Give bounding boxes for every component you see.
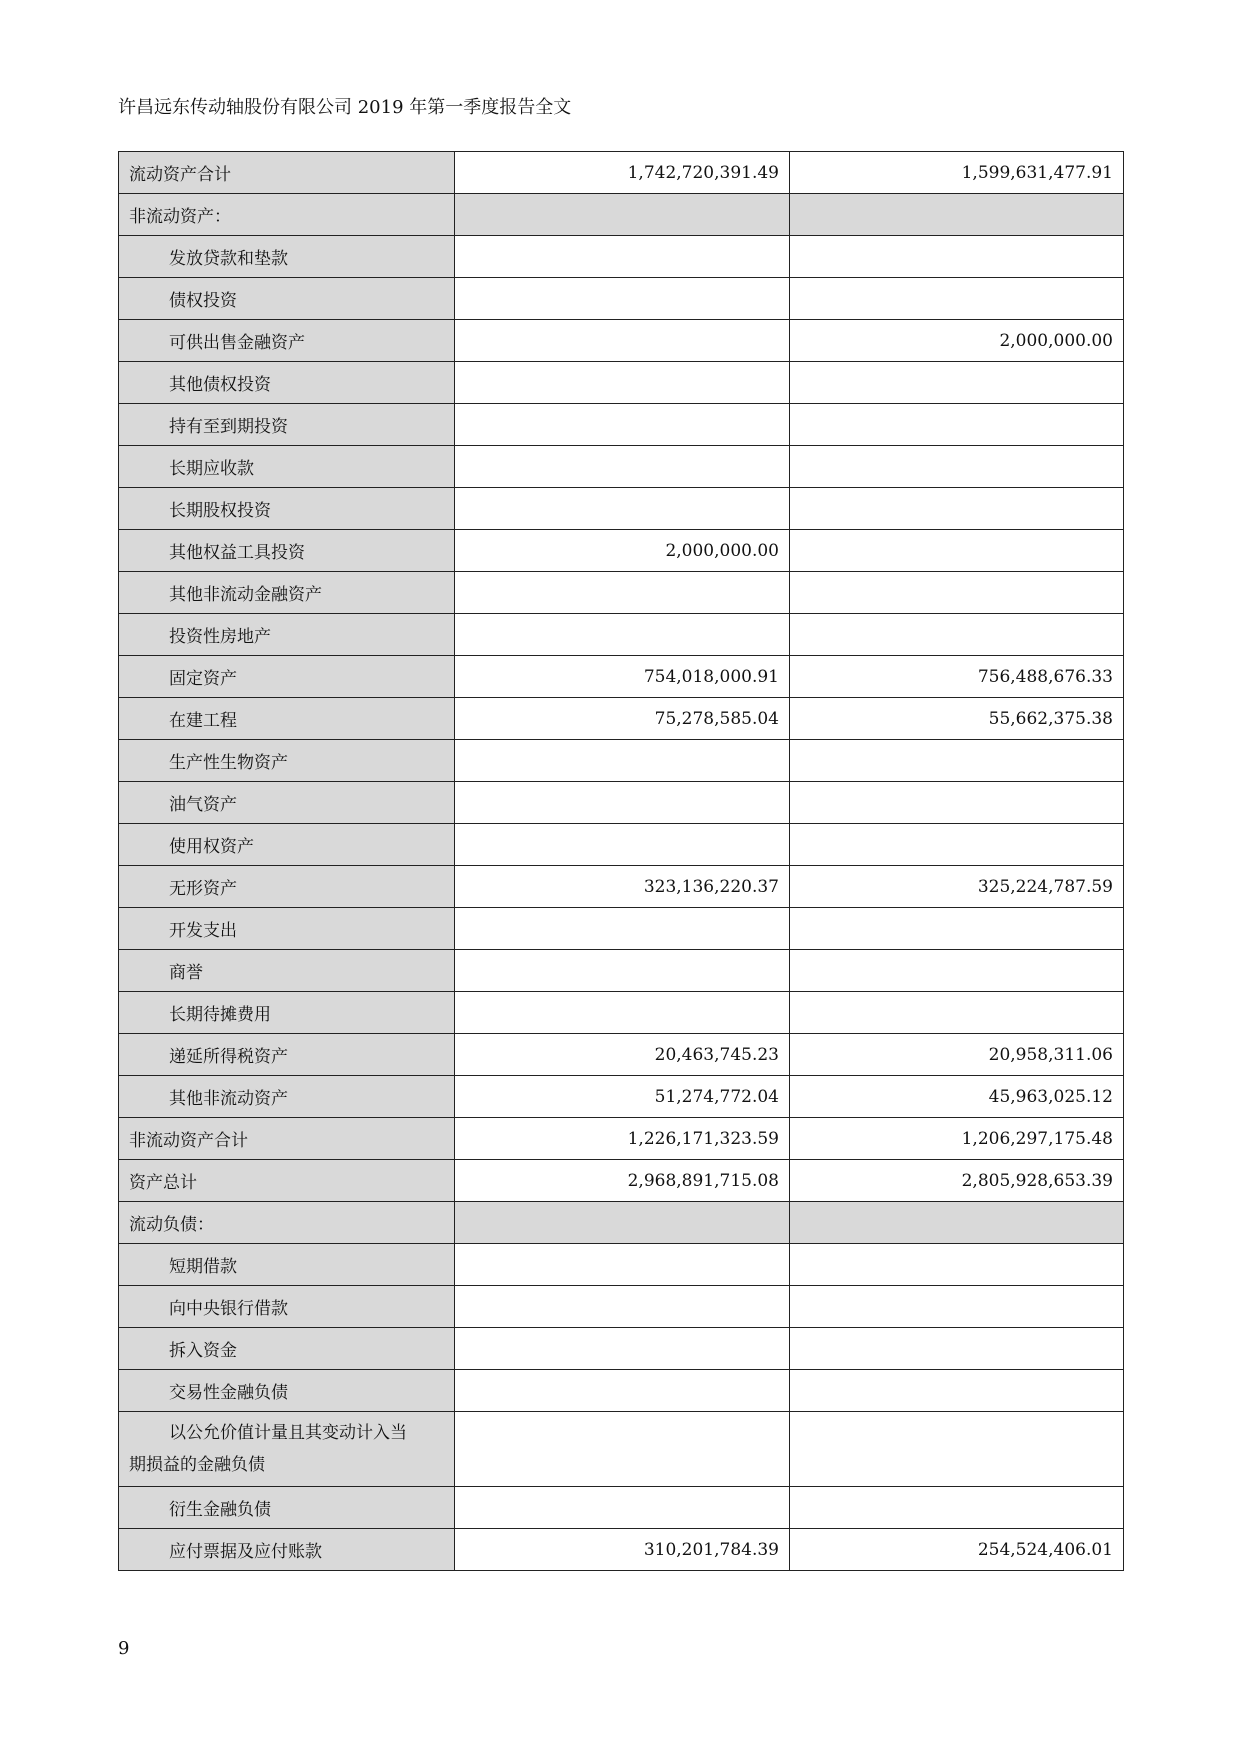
table-row — [119, 362, 1124, 404]
value-period-end — [455, 446, 790, 488]
row-label: 其他债权投资 — [119, 362, 455, 404]
table-row — [119, 320, 1124, 362]
value-prior-year-end: 254,524,406.01 — [790, 1529, 1124, 1571]
row-label: 长期应收款 — [119, 446, 455, 488]
value-prior-year-end — [790, 908, 1124, 950]
table-row — [119, 1328, 1124, 1370]
row-label: 商誉 — [119, 950, 455, 992]
table-row — [119, 1034, 1124, 1076]
table-row — [119, 530, 1124, 572]
row-label: 流动负债： — [119, 1202, 455, 1244]
row-label: 债权投资 — [119, 278, 455, 320]
value-period-end — [455, 908, 790, 950]
value-prior-year-end: 1,599,631,477.91 — [790, 152, 1124, 194]
table-row — [119, 1076, 1124, 1118]
page-header: 许昌远东传动轴股份有限公司 2019 年第一季度报告全文 — [118, 97, 572, 118]
table-row — [119, 1529, 1124, 1571]
table-row — [119, 1487, 1124, 1529]
value-period-end: 310,201,784.39 — [455, 1529, 790, 1571]
row-label-line2: 期损益的金融负债 — [129, 1455, 265, 1475]
table-row — [119, 488, 1124, 530]
value-period-end: 75,278,585.04 — [455, 698, 790, 740]
row-label: 投资性房地产 — [119, 614, 455, 656]
value-prior-year-end — [790, 1328, 1124, 1370]
row-label: 短期借款 — [119, 1244, 455, 1286]
value-period-end — [455, 992, 790, 1034]
table-row — [119, 1244, 1124, 1286]
table-row — [119, 782, 1124, 824]
row-label: 开发支出 — [119, 908, 455, 950]
value-prior-year-end: 2,000,000.00 — [790, 320, 1124, 362]
value-period-end: 323,136,220.37 — [455, 866, 790, 908]
row-label-line1: 以公允价值计量且其变动计入当 — [169, 1423, 407, 1443]
value-prior-year-end — [790, 194, 1124, 236]
value-period-end: 1,742,720,391.49 — [455, 152, 790, 194]
row-label: 使用权资产 — [119, 824, 455, 866]
value-prior-year-end — [790, 236, 1124, 278]
table-row — [119, 404, 1124, 446]
row-label: 固定资产 — [119, 656, 455, 698]
page-number: 9 — [118, 1638, 130, 1659]
row-label: 向中央银行借款 — [119, 1286, 455, 1328]
row-label: 可供出售金融资产 — [119, 320, 455, 362]
row-label: 生产性生物资产 — [119, 740, 455, 782]
row-label: 无形资产 — [119, 866, 455, 908]
row-label — [119, 1412, 455, 1487]
value-prior-year-end: 45,963,025.12 — [790, 1076, 1124, 1118]
table-row — [119, 1286, 1124, 1328]
table-row — [119, 446, 1124, 488]
row-label: 其他权益工具投资 — [119, 530, 455, 572]
value-period-end — [455, 404, 790, 446]
value-prior-year-end: 2,805,928,653.39 — [790, 1160, 1124, 1202]
value-prior-year-end — [790, 1202, 1124, 1244]
row-label: 衍生金融负债 — [119, 1487, 455, 1529]
value-prior-year-end — [790, 362, 1124, 404]
value-period-end: 2,000,000.00 — [455, 530, 790, 572]
row-label: 资产总计 — [119, 1160, 455, 1202]
table-row — [119, 698, 1124, 740]
value-prior-year-end — [790, 782, 1124, 824]
table-row — [119, 656, 1124, 698]
row-label: 发放贷款和垫款 — [119, 236, 455, 278]
row-label: 长期待摊费用 — [119, 992, 455, 1034]
table-row — [119, 1202, 1124, 1244]
row-label: 在建工程 — [119, 698, 455, 740]
value-prior-year-end — [790, 278, 1124, 320]
table-row — [119, 908, 1124, 950]
value-prior-year-end — [790, 614, 1124, 656]
value-period-end: 51,274,772.04 — [455, 1076, 790, 1118]
value-prior-year-end — [790, 1286, 1124, 1328]
table-row — [119, 992, 1124, 1034]
value-period-end: 1,226,171,323.59 — [455, 1118, 790, 1160]
value-period-end — [455, 1328, 790, 1370]
value-period-end — [455, 740, 790, 782]
value-prior-year-end — [790, 950, 1124, 992]
value-period-end — [455, 278, 790, 320]
row-label: 持有至到期投资 — [119, 404, 455, 446]
row-label: 非流动资产合计 — [119, 1118, 455, 1160]
table-row — [119, 1412, 1124, 1487]
row-label: 应付票据及应付账款 — [119, 1529, 455, 1571]
value-period-end — [455, 362, 790, 404]
value-prior-year-end — [790, 1412, 1124, 1487]
table-row — [119, 152, 1124, 194]
value-period-end — [455, 1370, 790, 1412]
table-row — [119, 236, 1124, 278]
row-label: 其他非流动资产 — [119, 1076, 455, 1118]
value-prior-year-end — [790, 1487, 1124, 1529]
table-row — [119, 1118, 1124, 1160]
value-prior-year-end — [790, 1370, 1124, 1412]
value-period-end — [455, 614, 790, 656]
value-period-end — [455, 1412, 790, 1487]
value-prior-year-end — [790, 572, 1124, 614]
value-period-end — [455, 1202, 790, 1244]
value-prior-year-end — [790, 530, 1124, 572]
value-prior-year-end — [790, 1244, 1124, 1286]
value-prior-year-end — [790, 824, 1124, 866]
value-prior-year-end: 55,662,375.38 — [790, 698, 1124, 740]
row-label: 交易性金融负债 — [119, 1370, 455, 1412]
row-label: 递延所得税资产 — [119, 1034, 455, 1076]
value-period-end — [455, 1487, 790, 1529]
table-row — [119, 572, 1124, 614]
table-row — [119, 950, 1124, 992]
value-period-end — [455, 236, 790, 278]
value-prior-year-end: 756,488,676.33 — [790, 656, 1124, 698]
value-period-end — [455, 950, 790, 992]
table-body — [119, 152, 1124, 1571]
value-period-end — [455, 194, 790, 236]
value-prior-year-end — [790, 992, 1124, 1034]
row-label: 非流动资产： — [119, 194, 455, 236]
row-label: 其他非流动金融资产 — [119, 572, 455, 614]
table-row — [119, 194, 1124, 236]
value-period-end: 20,463,745.23 — [455, 1034, 790, 1076]
value-prior-year-end: 325,224,787.59 — [790, 866, 1124, 908]
value-prior-year-end: 20,958,311.06 — [790, 1034, 1124, 1076]
table-row — [119, 278, 1124, 320]
value-period-end — [455, 1244, 790, 1286]
value-period-end — [455, 488, 790, 530]
table-row — [119, 1160, 1124, 1202]
value-period-end — [455, 782, 790, 824]
table-row — [119, 1370, 1124, 1412]
table-row — [119, 824, 1124, 866]
table-row — [119, 866, 1124, 908]
row-label: 拆入资金 — [119, 1328, 455, 1370]
value-period-end — [455, 572, 790, 614]
value-prior-year-end — [790, 404, 1124, 446]
value-period-end: 754,018,000.91 — [455, 656, 790, 698]
table-row — [119, 740, 1124, 782]
value-period-end: 2,968,891,715.08 — [455, 1160, 790, 1202]
row-label: 流动资产合计 — [119, 152, 455, 194]
row-label: 油气资产 — [119, 782, 455, 824]
value-prior-year-end — [790, 740, 1124, 782]
value-period-end — [455, 824, 790, 866]
value-period-end — [455, 320, 790, 362]
balance-sheet-table — [118, 151, 1124, 1571]
value-period-end — [455, 1286, 790, 1328]
row-label: 长期股权投资 — [119, 488, 455, 530]
value-prior-year-end: 1,206,297,175.48 — [790, 1118, 1124, 1160]
value-prior-year-end — [790, 488, 1124, 530]
value-prior-year-end — [790, 446, 1124, 488]
table-row — [119, 614, 1124, 656]
